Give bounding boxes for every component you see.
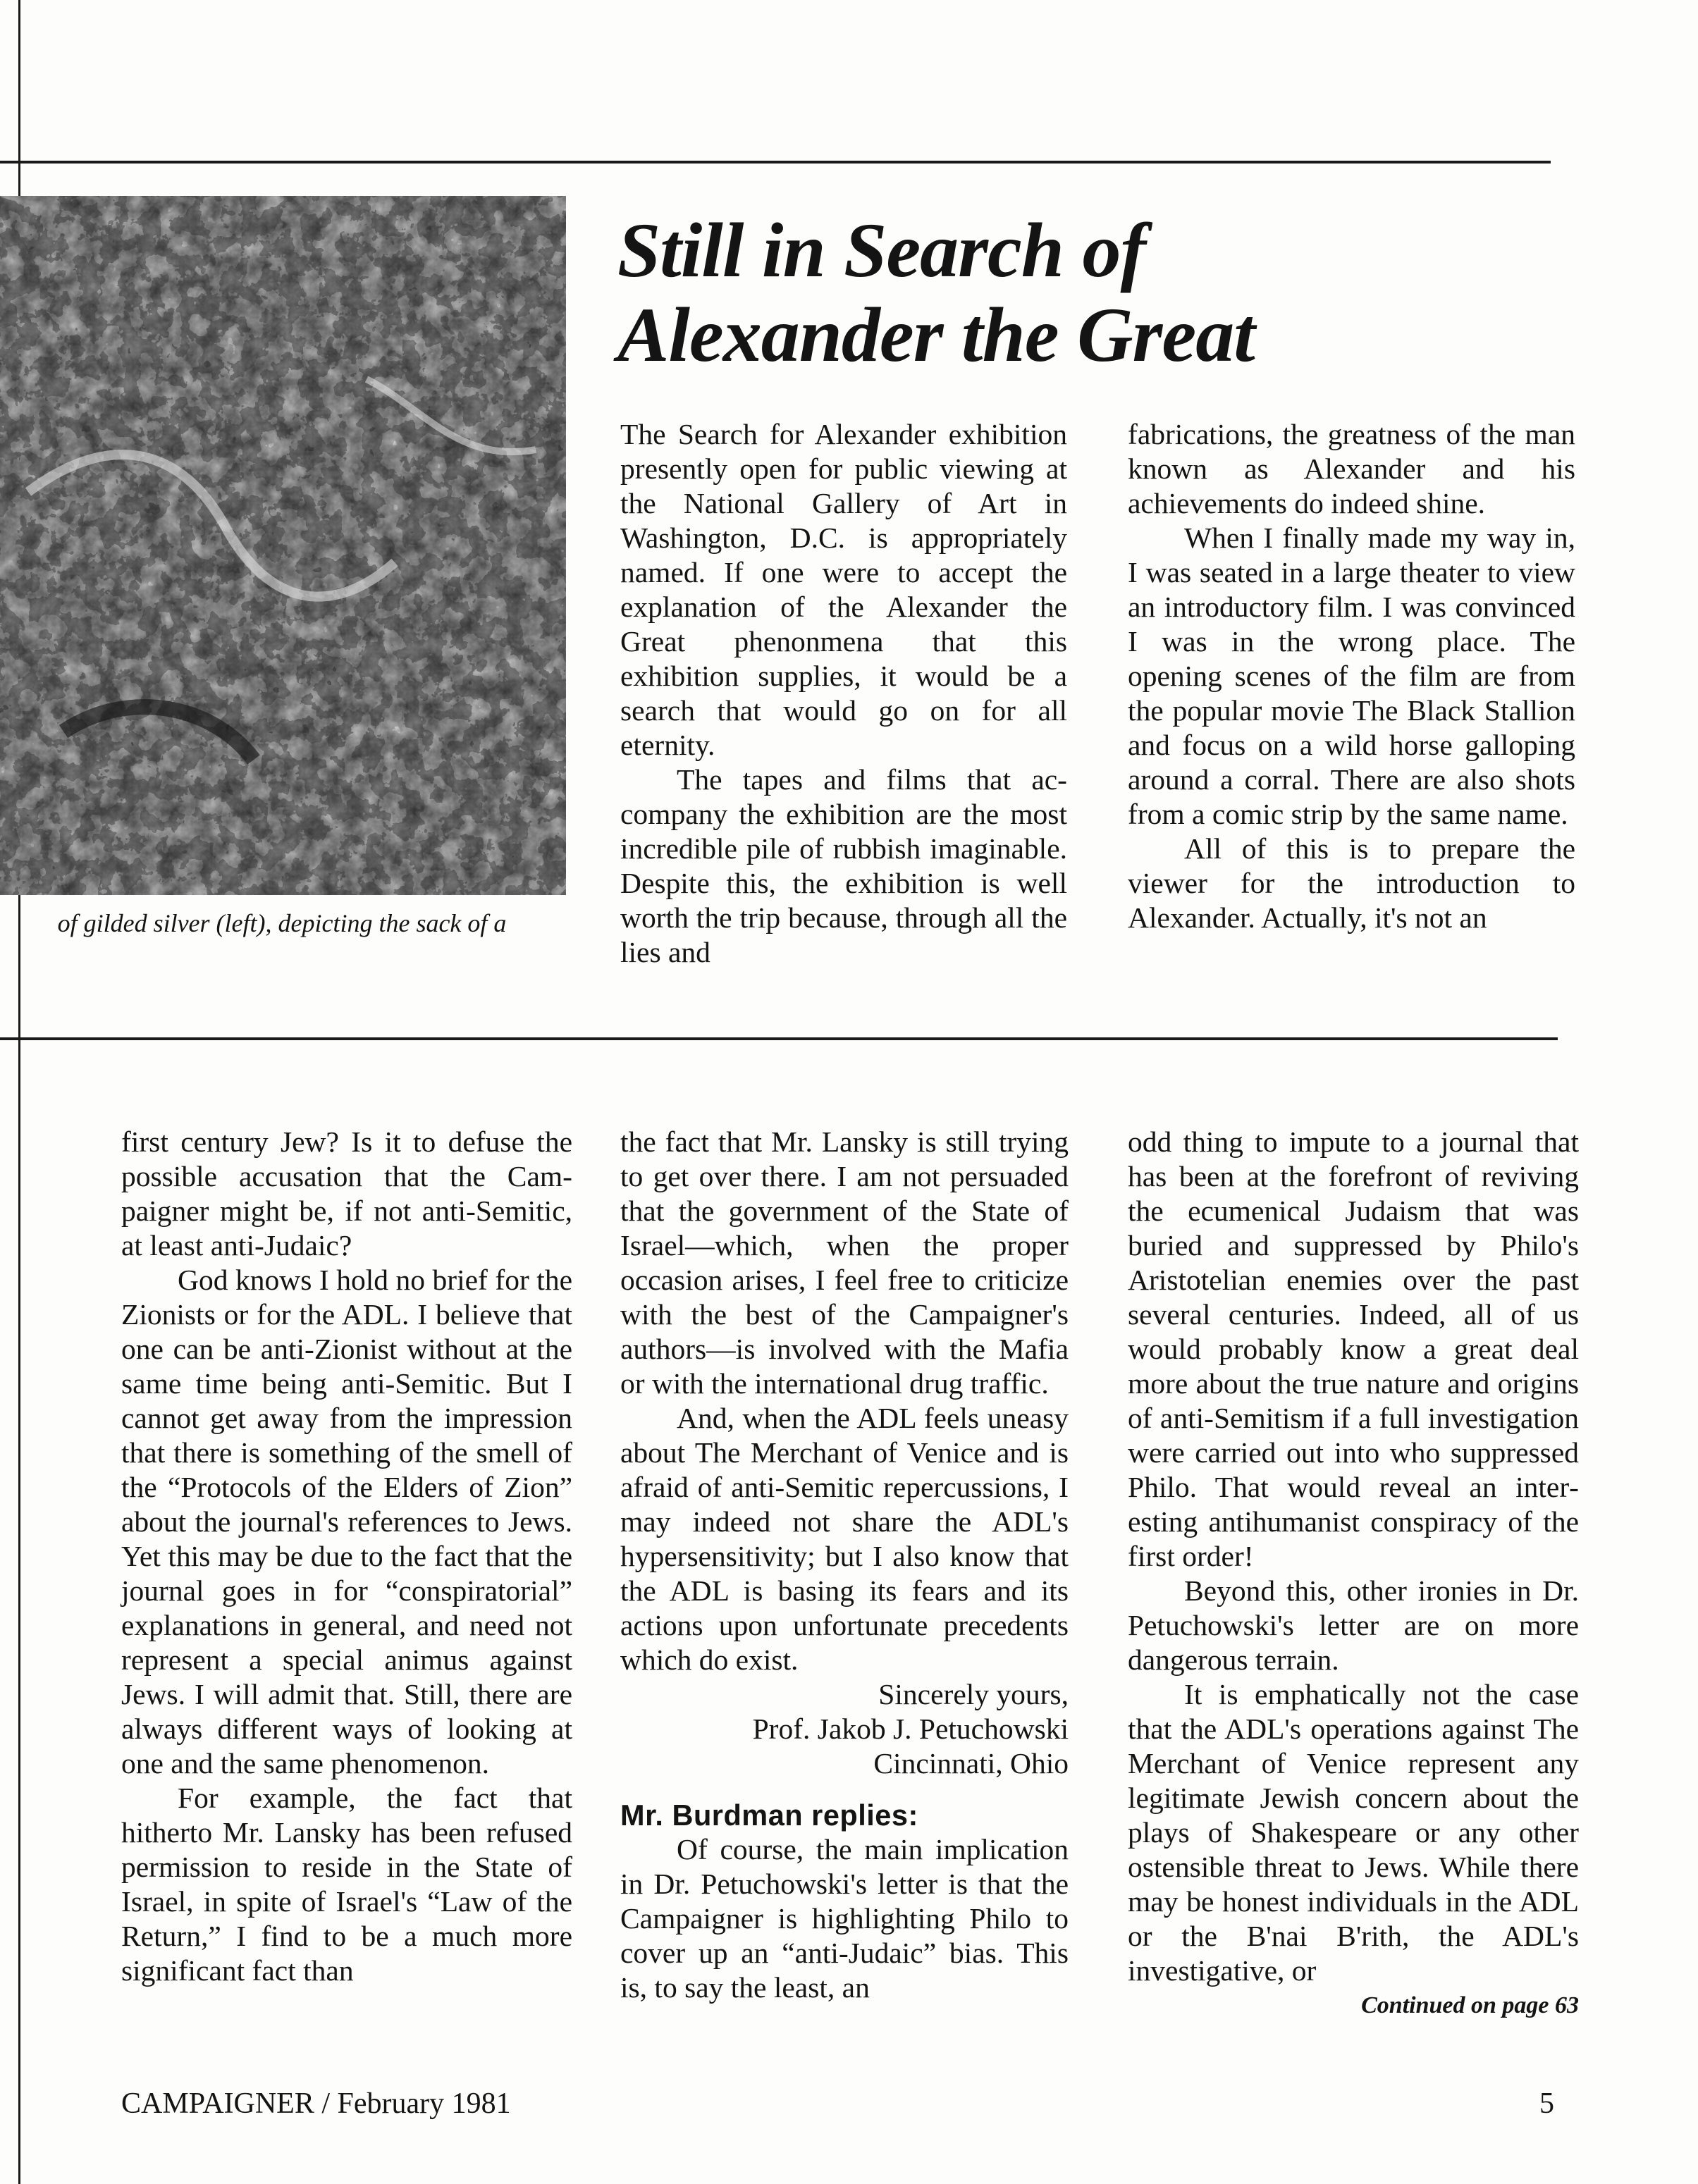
page-number: 5 bbox=[1539, 2087, 1554, 2120]
article-paragraph: All of this is to prepare the viewer for the introduction to Alexander. Actually, it's not an bbox=[1128, 832, 1575, 934]
reply-paragraph: odd thing to impute to a journal that has been at the forefront of reviving the ecumenical Judaism that was buried and suppressed by Philo's Aristotelian enemies over the past several centuries. Indeed, all of us would probably know a great deal more about the true nature and origins of anti-Semitism if a full investigation were carried out into who suppressed Philo. That would reveal an interesting antihumanist conspiracy of the first order! bbox=[1128, 1125, 1579, 1572]
letter-paragraph: the fact that Mr. Lansky is still trying to get over there. I am not persuaded that the government of the State of Israel—which, when the proper occasion arises, I feel free to criticize with the best of the Campaigner's authors—is involved with the Mafia or with the international drug traffic. bbox=[620, 1125, 1069, 1400]
letter-paragraph: And, when the ADL feels uneasy about The Merchant of Venice and is afraid of anti-Semitic repercussions, I may indeed not share the ADL's hypersensitivity; but I also know that the ADL is basing its fears and its actions upon unfortunate precedents which do exist. bbox=[620, 1402, 1069, 1676]
article-paragraph: fabrications, the greatness of the man known as Alexander and his achievements do indeed shine. bbox=[1128, 418, 1575, 519]
title-line-2: Alexander the Great bbox=[617, 292, 1255, 378]
middle-rule bbox=[0, 1037, 1558, 1040]
top-rule bbox=[0, 161, 1551, 164]
alexander-artwork-photo bbox=[0, 196, 566, 895]
article-paragraph: The Search for Alexander exhibition presently open for public viewing at the National Gallery of Art in Washington, D.C. is appropriately named. If one were to accept the explanation of the Alexander the Great phenonmena that this exhibition supplies, it would be a search that would go on for all eternity. bbox=[620, 418, 1067, 761]
title-line-1: Still in Search of bbox=[617, 207, 1146, 293]
reply-paragraph: Beyond this, other ironies in Dr. Petuchowski's letter are on more dangerous terrain. bbox=[1128, 1574, 1579, 1676]
reply-column-3 bbox=[1128, 1125, 1579, 2023]
letter-location: Cincinnati, Ohio bbox=[873, 1747, 1069, 1779]
reply-paragraph: Of course, the main implication in Dr. Petuchowski's letter is that the Campaigner is highlighting Philo to cover up an “anti-Judaic” bias. This is, to say the least, an bbox=[620, 1833, 1069, 2004]
letter-column-2 bbox=[620, 1125, 1069, 2005]
article-paragraph: The tapes and films that accompany the exhibition are the most incredible pile of rubbish imaginable. Despite this, the exhibition is well worth the trip because, through all the lies and bbox=[620, 763, 1067, 968]
letter-signer: Prof. Jakob J. Petuchowski bbox=[752, 1713, 1069, 1745]
letter-paragraph: For example, the fact that hitherto Mr. Lansky has been refused permission to reside in the State of Israel, in spite of Israel's “Law of the Return,” I find to be a much more significant fact than bbox=[121, 1782, 572, 1987]
reply-paragraph: It is emphatically not the case that the ADL's operations against The Merchant of Venice represent any legitimate Jewish concern about the plays of Shakespeare or any other ostensible threat to Jews. While there may be honest individuals in the ADL or the B'nai B'rith, the ADL's investigative, or bbox=[1128, 1678, 1579, 1987]
article-column-left bbox=[620, 417, 1067, 970]
article-paragraph: When I finally made my way in, I was seated in a large theater to view an introductory film. I was convinced I was in the wrong place. The opening scenes of the film are from the popular movie The Black Stallion and focus on a wild horse galloping around a corral. There are also shots from a comic strip by the same name. bbox=[1128, 522, 1575, 830]
reply-heading: Mr. Burdman replies: bbox=[620, 1799, 918, 1832]
letter-paragraph: first century Jew? Is it to defuse the possible accusation that the Campaigner might be, if not anti-Semitic, at least anti-Judaic? bbox=[121, 1125, 572, 1261]
photo-caption: of gilded silver (left), depicting the sack of a bbox=[57, 909, 507, 937]
publication-footer: CAMPAIGNER / February 1981 bbox=[121, 2087, 511, 2120]
continued-note: Continued on page 63 bbox=[1361, 1992, 1579, 2018]
article-column-right bbox=[1128, 417, 1575, 935]
letter-column-1 bbox=[121, 1125, 572, 1988]
article-title bbox=[617, 208, 1534, 377]
letter-paragraph: God knows I hold no brief for the Zionists or for the ADL. I believe that one can be anti-Zionist without at the same time being anti-Semitic. But I cannot get away from the impression that there is something of the smell of the “Protocols of the Elders of Zion” about the journal's references to Jews. Yet this may be due to the fact that the journal goes in for “conspiratorial” explanations in general, and need not represent a special animus against Jews. I will admit that. Still, there are always different ways of looking at one and the same phenomenon. bbox=[121, 1264, 572, 1779]
letter-signoff: Sincerely yours, bbox=[878, 1678, 1069, 1710]
